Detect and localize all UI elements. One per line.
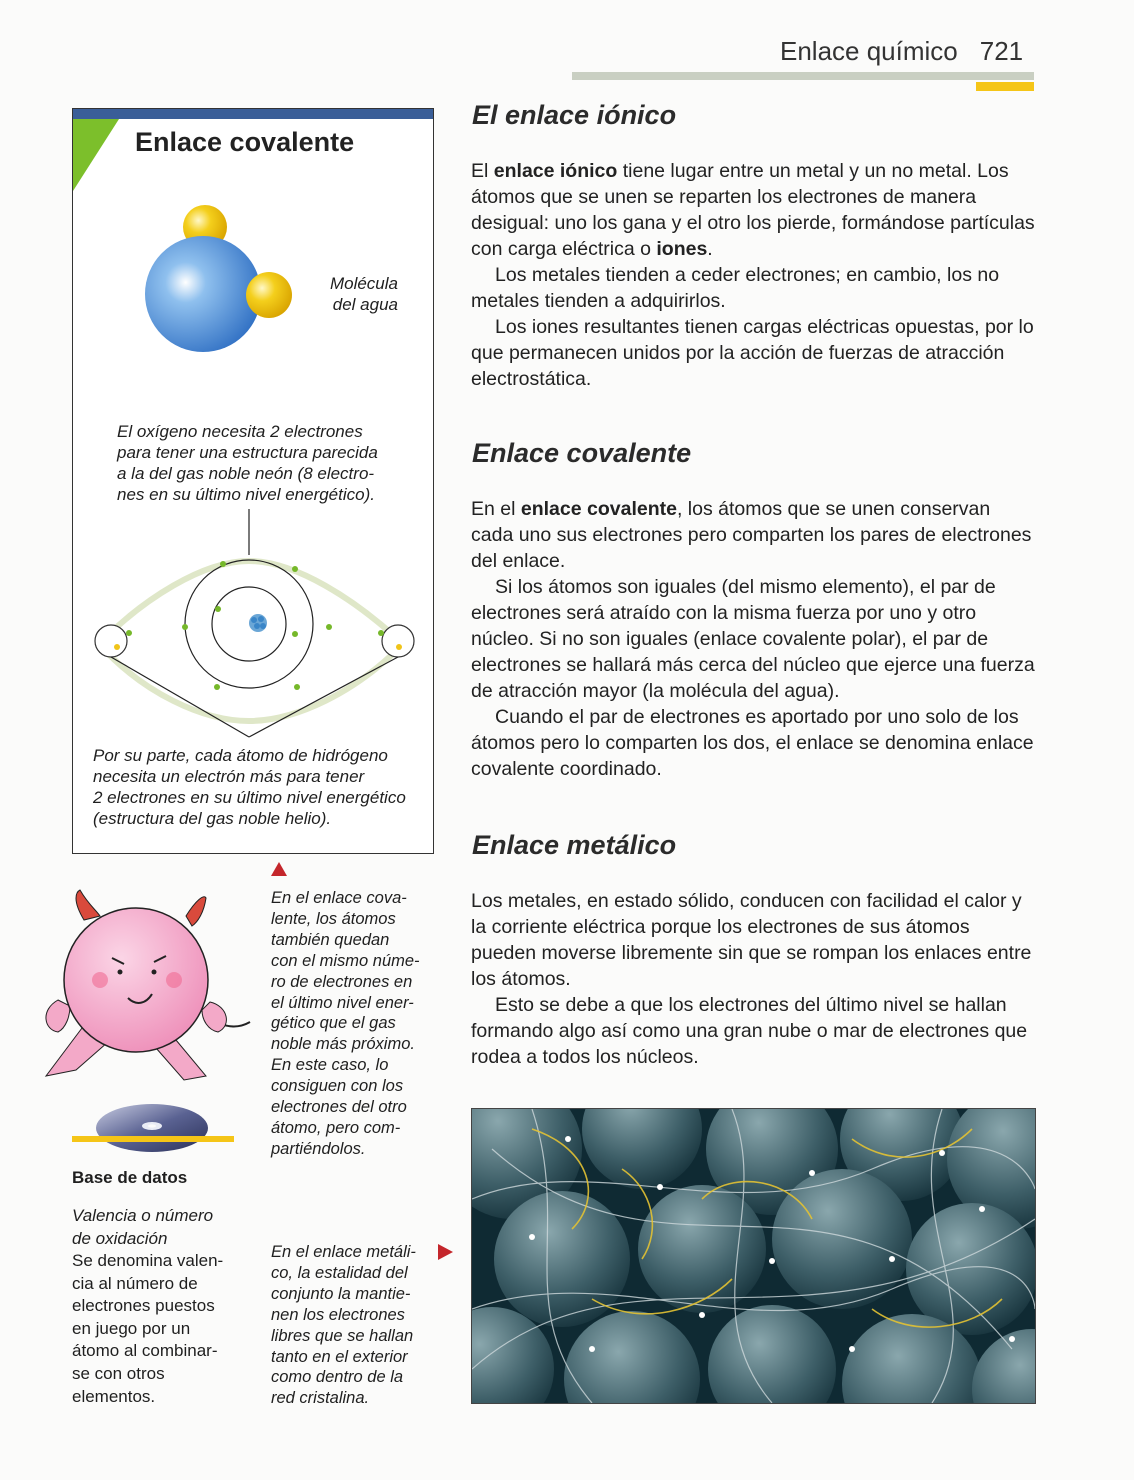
oxygen-note-line: a la del gas noble neón (8 electro- bbox=[117, 464, 375, 483]
oxygen-note-line: nes en su último nivel energético). bbox=[117, 485, 375, 504]
paragraph: Esto se debe a que los electrones del último nivel se hallan formando algo así como una gran nube o mar de electrones que rodea a todos los núcleos. bbox=[471, 994, 1028, 1068]
side-note-line: partiéndolos. bbox=[271, 1139, 366, 1158]
text-span: En el bbox=[471, 498, 521, 520]
devil-mascot-illustration bbox=[36, 880, 256, 1090]
database-text-line: elementos. bbox=[72, 1386, 156, 1406]
side-note-covalent bbox=[271, 888, 431, 1160]
section-body-covalent bbox=[471, 496, 1037, 782]
section-body-metallic bbox=[471, 888, 1037, 1070]
side-note-line: gético que el gas bbox=[271, 1014, 396, 1033]
water-molecule-icon bbox=[145, 205, 292, 352]
text-span: El bbox=[471, 160, 494, 182]
side-note-line: ro de electrones en bbox=[271, 972, 413, 991]
side-note-line: lente, los átomos bbox=[271, 909, 396, 928]
header-tab bbox=[976, 82, 1034, 91]
database-text-line: se con otros bbox=[72, 1363, 165, 1383]
side-note-line: noble más próximo. bbox=[271, 1035, 415, 1054]
side-note-line: el último nivel ener- bbox=[271, 993, 414, 1012]
oxygen-note bbox=[117, 421, 407, 505]
paragraph: Los metales tienden a ceder electrones; en cambio, los no metales tienden a adquirirlos. bbox=[471, 264, 1000, 312]
paragraph bbox=[471, 496, 1037, 574]
side-note-line: En el enlace metáli- bbox=[271, 1243, 416, 1261]
atomic-orbit-diagram bbox=[95, 560, 414, 737]
side-note-metallic bbox=[271, 1242, 431, 1409]
side-note-line: como dentro de la bbox=[271, 1368, 404, 1387]
paragraph: Los metales, en estado sólido, conducen con facilidad el calor y la corriente eléctrica porque los electrones de sus átomos pueden moverse libremente sin que se rompan los enlaces entre los átomos. bbox=[471, 890, 1032, 990]
electron-sea-svg bbox=[472, 1109, 1035, 1403]
database-text-line: en juego por un bbox=[72, 1318, 191, 1338]
molecule-caption bbox=[328, 273, 398, 315]
arrow-up-icon bbox=[271, 862, 287, 876]
database-subtitle bbox=[72, 1204, 242, 1250]
arrow-right-icon bbox=[438, 1244, 453, 1260]
side-note-line: co, la estalidad del bbox=[271, 1263, 408, 1282]
hydrogen-note-line: Por su parte, cada átomo de hidrógeno bbox=[93, 746, 388, 765]
database-text bbox=[72, 1250, 242, 1408]
database-subtitle-line: de oxidación bbox=[72, 1229, 168, 1248]
covalent-sidebar-box bbox=[72, 108, 434, 854]
side-note-line: con el mismo núme- bbox=[271, 951, 420, 970]
bold-term: iones bbox=[656, 238, 708, 260]
cd-disc-icon bbox=[92, 1100, 212, 1158]
database-subtitle-line: Valencia o número bbox=[72, 1206, 214, 1225]
section-title-covalent: Enlace covalente bbox=[472, 438, 692, 468]
database-text-line: electrones puestos bbox=[72, 1296, 215, 1316]
section-title-ionic: El enlace iónico bbox=[472, 100, 677, 130]
section-title-metallic: Enlace metálico bbox=[472, 830, 677, 860]
database-title: Base de datos bbox=[72, 1168, 188, 1187]
hydrogen-note bbox=[93, 745, 433, 829]
text-span: , los átomos que se unen conservan cada uno sus electrones pero comparten los pares de electrones del enlace. bbox=[471, 498, 1032, 572]
paragraph: Los iones resultantes tienen cargas eléctricas opuestas, por lo que permanecen unidos por la acción de fuerzas de atracción electrostática. bbox=[471, 316, 1034, 390]
side-note-line: electrones del otro bbox=[271, 1098, 407, 1117]
side-note-line: consiguen con los bbox=[271, 1077, 404, 1096]
bold-term: enlace iónico bbox=[493, 160, 618, 182]
paragraph bbox=[471, 158, 1037, 262]
header-rule bbox=[572, 72, 1034, 80]
side-note-line: En el enlace cova- bbox=[271, 889, 407, 907]
electron-sea-illustration bbox=[471, 1108, 1036, 1404]
side-note-line: libres que se hallan bbox=[271, 1326, 414, 1345]
text-span: . bbox=[707, 238, 713, 260]
side-note-line: átomo, pero com- bbox=[271, 1118, 401, 1137]
bold-term: enlace covalente bbox=[520, 498, 677, 520]
oxygen-note-line: El oxígeno necesita 2 electrones bbox=[117, 422, 363, 441]
hydrogen-note-line: 2 electrones en su último nivel energético bbox=[93, 788, 406, 807]
database-bar bbox=[72, 1136, 234, 1142]
side-note-line: conjunto la mantie- bbox=[271, 1284, 411, 1303]
box-title: Enlace covalente bbox=[135, 127, 355, 157]
side-note-line: En este caso, lo bbox=[271, 1056, 389, 1075]
molecule-caption-line: Molécula bbox=[329, 274, 398, 293]
running-title: Enlace químico bbox=[780, 36, 958, 66]
side-note-line: nen los electrones bbox=[271, 1305, 405, 1324]
database-text-line: cia al número de bbox=[72, 1273, 198, 1293]
side-note-line: red cristalina. bbox=[271, 1389, 370, 1408]
side-note-line: también quedan bbox=[271, 930, 390, 949]
oxygen-note-line: para tener una estructura parecida bbox=[117, 443, 378, 462]
running-head bbox=[780, 36, 1023, 67]
paragraph: Si los átomos son iguales (del mismo elemento), el par de electrones será atraído con la misma fuerza por uno y otro núcleo. Si no son iguales (enlace covalente polar), el par de electrones se hallará más cerca del núcleo que ejerce una fuerza de atracción mayor (la molécula del agua). bbox=[471, 576, 1035, 702]
text-span: tiene lugar entre un metal y un no metal. Los átomos que se unen se reparten los electrones de manera desigual: uno los gana y el otro los pierde, formándose partículas con carga eléctrica o bbox=[471, 160, 1035, 260]
side-note-line: tanto en el exterior bbox=[271, 1347, 408, 1366]
page-number: 721 bbox=[979, 36, 1024, 66]
database-text-line: Se denomina valen- bbox=[72, 1251, 224, 1270]
paragraph: Cuando el par de electrones es aportado por uno solo de los átomos pero lo comparten los dos, el enlace se denomina enlace covalente coordinado. bbox=[471, 706, 1034, 780]
database-text-line: átomo al combinar- bbox=[72, 1341, 218, 1361]
hydrogen-note-line: (estructura del gas noble helio). bbox=[93, 809, 332, 828]
molecule-caption-line: del agua bbox=[332, 295, 398, 314]
hydrogen-note-line: necesita un electrón más para tener bbox=[93, 767, 365, 786]
section-body-ionic bbox=[471, 158, 1037, 392]
